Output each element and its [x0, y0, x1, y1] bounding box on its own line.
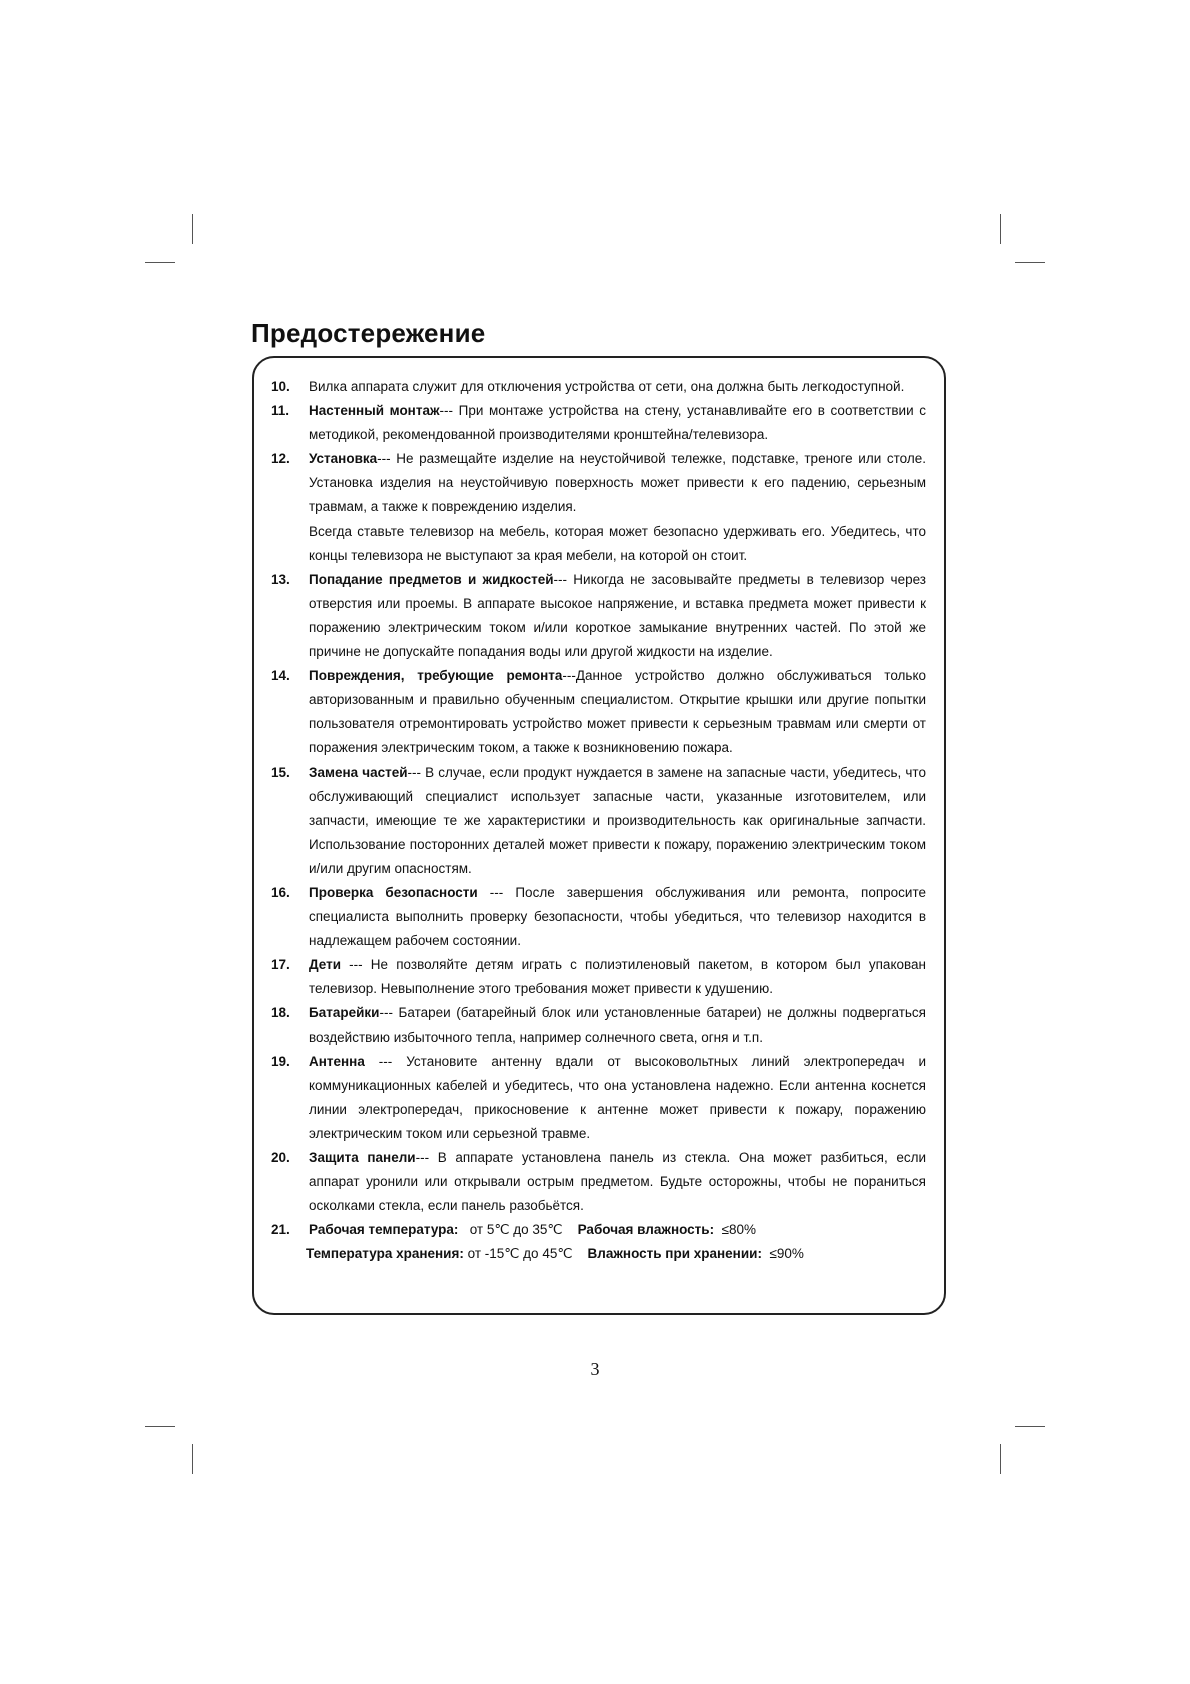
item-heading: Повреждения, требующие ремонта	[309, 668, 563, 684]
item-number: 18.	[271, 1005, 290, 1021]
item-text: Повреждения, требующие ремонта---Данное устройство должно обслуживаться только авторизованным и правильно обученным специалистом. Открытие крышки или другие попытки пользователя отремонтировать устройство может привести к серьезным травмам или смерти от поражения электрическим током, а также к возникновению пожара.	[309, 668, 927, 756]
crop-mark	[145, 262, 175, 263]
spec-label: Рабочая влажность:	[577, 1222, 715, 1238]
item-number: 17.	[271, 957, 290, 973]
list-item	[271, 447, 926, 567]
crop-mark	[192, 1444, 193, 1474]
spec-label: Рабочая температура:	[309, 1222, 459, 1238]
spec-line-operating	[309, 1218, 926, 1242]
item-text: Вилка аппарата служит для отключения устройства от сети, она должна быть легкодоступной.	[309, 379, 905, 394]
list-item	[271, 568, 926, 664]
item-heading: Замена частей	[309, 764, 408, 780]
item-text: Дети --- Не позволяйте детям играть с полиэтиленовый пакетом, в котором был упакован телевизор. Невыполнение этого требования может привести к удушению.	[309, 957, 926, 997]
item-number: 11.	[271, 403, 290, 419]
item-text: Антенна --- Установите антенну вдали от высоковольтных линий электропередач и коммуникационных кабелей и убедитесь, что она установлена надежно. Если антенна коснется линии электропередач, прикосновение к антенне может привести к пожару, поражению электрическим током или серьезной травме.	[309, 1053, 926, 1141]
item-heading: Настенный монтаж	[309, 403, 440, 419]
crop-mark	[192, 214, 193, 244]
crop-mark	[1000, 1444, 1001, 1474]
list-item	[271, 399, 926, 447]
spec-value: от 5℃ до 35℃	[469, 1222, 563, 1238]
page-number: 3	[590, 1359, 600, 1379]
item-heading: Установка	[309, 451, 378, 467]
item-text: Замена частей--- В случае, если продукт нуждается в замене на запасные части, убедитесь, что обслуживающий специалист использует запасные части, указанные изготовителем, или запчасти, имеющие те же характеристики и производительность как оригинальные запчасти. Использование посторонних деталей может привести к пожару, поражению электрическим током и/или другим опасностям.	[309, 764, 926, 876]
list-item	[271, 1146, 926, 1218]
list-item-specs	[271, 1218, 926, 1242]
item-number: 13.	[271, 571, 290, 587]
item-number: 10.	[271, 379, 290, 394]
item-number: 19.	[271, 1053, 290, 1069]
crop-mark	[1015, 1426, 1045, 1427]
item-text: Установка--- Не размещайте изделие на неустойчивой тележке, подставке, треноге или столе. Установка изделия на неустойчивую поверхность может привести к его падению, серьезным травмам, а также к повреждению изделия. Всегда ставьте телевизор на мебель, которая может безопасно удерживать его. Убедитесь, что концы телевизора не выступают за края мебели, на которой он стоит.	[309, 451, 926, 563]
item-heading: Защита панели	[309, 1150, 416, 1165]
spec-value: ≤90%	[769, 1246, 804, 1262]
list-item	[271, 1050, 926, 1146]
item-number: 15.	[271, 764, 290, 780]
crop-mark	[1015, 262, 1045, 263]
list-item	[271, 881, 926, 953]
page-title: Предостережение	[251, 318, 486, 348]
item-text: Настенный монтаж--- При монтаже устройства на стену, устанавливайте его в соответствии с методикой, рекомендованной производителями кронштейна/телевизора.	[309, 403, 926, 443]
spec-line-storage	[271, 1242, 926, 1266]
item-text: Попадание предметов и жидкостей--- Никогда не засовывайте предметы в телевизор через отверстия или проемы. В аппарате высокое напряжение, и вставка предмета может привести к поражению электрическим током и/или короткое замыкание внутренних частей. По этой же причине не допускайте попадания воды или другой жидкости на изделие.	[309, 571, 926, 660]
item-text: Проверка безопасности --- После завершения обслуживания или ремонта, попросите специалиста выполнить проверку безопасности, чтобы убедиться, что телевизор находится в надлежащем рабочем состоянии.	[309, 884, 926, 949]
item-heading: Антенна	[309, 1053, 365, 1069]
crop-mark	[1000, 214, 1001, 244]
item-number: 16.	[271, 884, 290, 900]
spec-label: Температура хранения:	[306, 1246, 464, 1262]
item-heading: Попадание предметов и жидкостей	[309, 571, 554, 587]
list-item	[271, 1001, 926, 1049]
item-number: 20.	[271, 1150, 290, 1165]
list-item	[271, 761, 926, 881]
spec-value: ≤80%	[721, 1222, 757, 1238]
warnings-list	[271, 375, 926, 1266]
item-number: 21.	[271, 1222, 290, 1238]
item-heading: Дети	[309, 957, 342, 973]
list-item	[271, 375, 926, 399]
spec-label: Влажность при хранении:	[587, 1246, 762, 1262]
list-item	[271, 664, 926, 760]
item-heading: Батарейки	[309, 1005, 380, 1021]
item-number: 12.	[271, 451, 290, 467]
item-text: Защита панели--- В аппарате установлена панель из стекла. Она может разбиться, если аппарат уронили или открывали острым предметом. Будьте осторожны, чтобы не пораниться осколками стекла, если панель разобьётся.	[309, 1150, 927, 1214]
list-item	[271, 953, 926, 1001]
crop-mark	[145, 1426, 175, 1427]
item-heading: Проверка безопасности	[309, 884, 478, 900]
spec-value: от -15℃ до 45℃	[467, 1246, 573, 1262]
item-number: 14.	[271, 668, 290, 684]
item-text: Батарейки--- Батареи (батарейный блок или установленные батареи) не должны подвергаться воздействию избыточного тепла, например солнечного света, огня и т.п.	[309, 1005, 926, 1045]
